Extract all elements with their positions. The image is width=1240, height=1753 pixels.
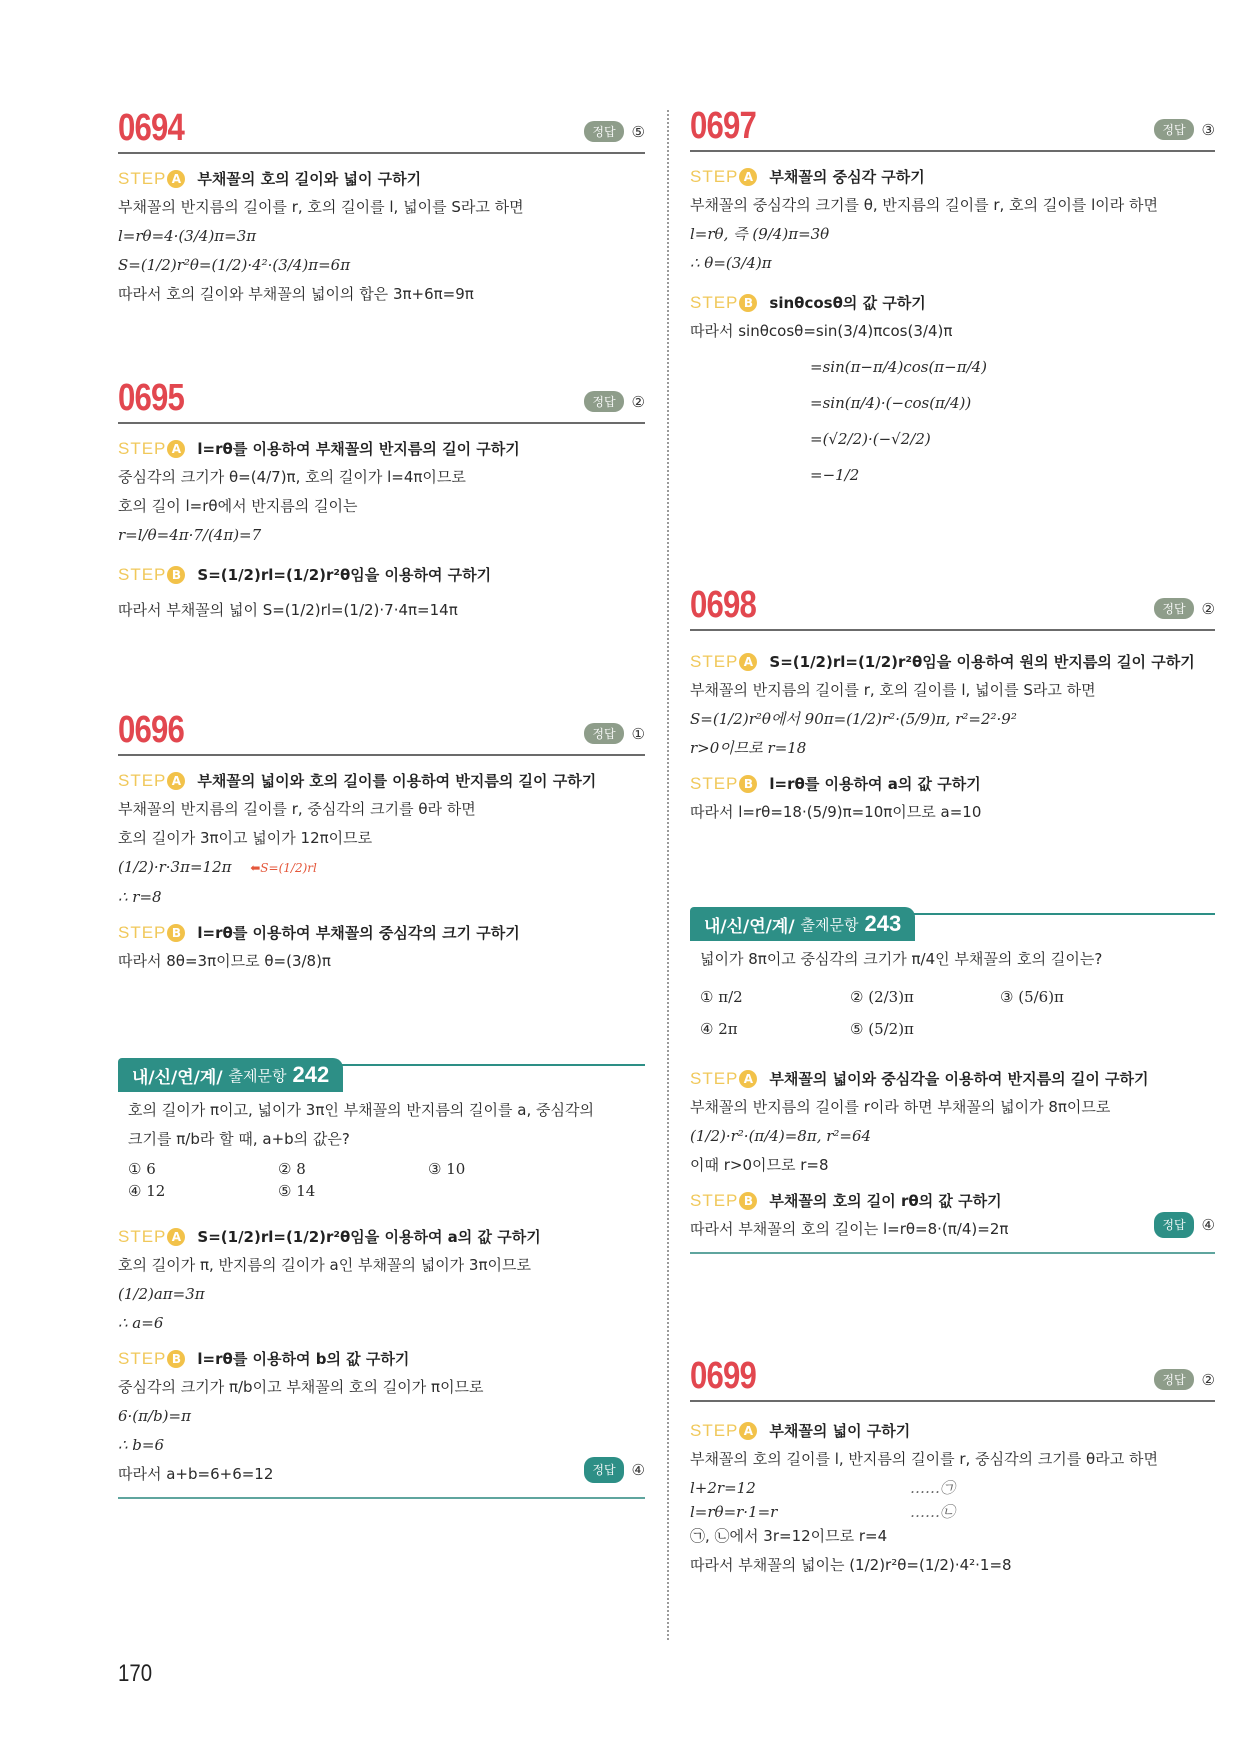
question-line: 넓이가 8π이고 중심각의 크기가 π/4인 부채꼴의 호의 길이는?	[700, 950, 1103, 968]
problem-number: 0698	[690, 584, 757, 626]
answer	[1154, 598, 1215, 619]
question-line: 호의 길이가 π이고, 넓이가 3π인 부채꼴의 반지름의 길이를 a, 중심각의	[128, 1101, 594, 1119]
solution-line: 따라서 부채꼴의 넓이는 (1/2)r²θ=(1/2)·4²·1=8	[690, 1556, 1012, 1574]
header-rule	[890, 913, 1215, 915]
step-badge-a: A	[167, 170, 185, 188]
step-badge-a: A	[739, 653, 757, 671]
step-title: 부채꼴의 넓이 구하기	[769, 1422, 911, 1440]
choices	[690, 988, 1215, 1038]
section-end-rule	[690, 1252, 1215, 1254]
step-badge-b: B	[739, 1192, 757, 1210]
tab-prefix: 내/신/연/계/	[132, 1067, 223, 1088]
step-title: 부채꼴의 넓이와 호의 길이를 이용하여 반지름의 길이 구하기	[197, 772, 597, 790]
step-label: STEP	[690, 651, 739, 671]
step-badge-a: A	[167, 440, 185, 458]
solution-line: 부채꼴의 반지름의 길이를 r이라 하면 부채꼴의 넓이가 8π이므로	[690, 1098, 1111, 1116]
step-title: 부채꼴의 넓이와 중심각을 이용하여 반지름의 길이 구하기	[769, 1070, 1149, 1088]
equation-marker-1: ……㉠	[910, 1479, 956, 1497]
answer	[584, 391, 645, 412]
problem-header	[118, 710, 645, 756]
step-label: STEP	[118, 922, 167, 942]
problem-header	[118, 108, 645, 154]
solution-line: ∴ a=6	[118, 1314, 164, 1332]
answer-badge: 정답	[584, 1457, 623, 1483]
answer-value: ②	[1201, 599, 1215, 618]
step-title: l=rθ를 이용하여 부채꼴의 중심각의 크기 구하기	[197, 924, 520, 942]
choice-4: ④ 2π	[700, 1020, 738, 1038]
solution-line: 6·(π/b)=π	[118, 1407, 191, 1425]
step-title: 부채꼴의 호의 길이와 넓이 구하기	[197, 170, 422, 188]
step-a	[690, 1068, 1215, 1089]
problem-number: 0696	[118, 709, 185, 751]
solution-line: ∴ b=6	[118, 1436, 165, 1454]
answer	[1154, 1212, 1215, 1238]
step-badge-b: B	[167, 1350, 185, 1368]
final-line: 따라서 부채꼴의 호의 길이는 l=rθ=8·(π/4)=2π	[690, 1220, 1009, 1238]
problem-0697	[690, 106, 1215, 486]
tab-label: 출제문항	[800, 915, 859, 934]
solution-line	[690, 1501, 1215, 1523]
step-label: STEP	[118, 1226, 167, 1246]
step-label: STEP	[690, 1190, 739, 1210]
section-end-rule	[118, 1497, 645, 1499]
solution-line	[118, 1463, 645, 1485]
step-badge-b: B	[167, 566, 185, 584]
answer	[584, 121, 645, 142]
choice-2: ② 8	[278, 1160, 306, 1178]
step-label: STEP	[690, 1068, 739, 1088]
linked-question-header	[118, 1058, 645, 1092]
solution-line	[690, 1218, 1215, 1240]
answer-value: ④	[631, 1461, 645, 1479]
solution-line: 중심각의 크기가 θ=(4/7)π, 호의 길이가 l=4π이므로	[118, 468, 466, 486]
step-label: STEP	[118, 564, 167, 584]
choice-1: ① 6	[128, 1160, 156, 1178]
choice-3: ③ (5/6)π	[1000, 988, 1064, 1006]
solution-line: 따라서 sinθcosθ=sin(3/4)πcos(3/4)π	[690, 322, 953, 340]
solution-line: r>0이므로 r=18	[690, 739, 807, 757]
problem-header	[690, 106, 1215, 152]
answer	[584, 1457, 645, 1483]
linked-question-243	[690, 907, 1215, 1254]
choice-5: ⑤ (5/2)π	[850, 1020, 914, 1038]
problem-0696	[118, 710, 645, 972]
equation-2: l=rθ=r·1=r	[690, 1503, 778, 1521]
solution-line: 부채꼴의 호의 길이를 l, 반지름의 길이를 r, 중심각의 크기를 θ라고 하면	[690, 1450, 1158, 1468]
solution-line: 이때 r>0이므로 r=8	[690, 1156, 829, 1174]
choice-1: ① π/2	[700, 988, 743, 1006]
solution-line: (1/2)·r²·(π/4)=8π, r²=64	[690, 1127, 872, 1145]
solution-line: 호의 길이 l=rθ에서 반지름의 길이는	[118, 497, 358, 515]
step-a	[690, 651, 1215, 672]
linked-question-tab	[690, 907, 915, 941]
step-badge-a: A	[739, 1422, 757, 1440]
tab-prefix: 내/신/연/계/	[704, 916, 795, 937]
step-label: STEP	[690, 773, 739, 793]
tab-label: 출제문항	[228, 1066, 287, 1085]
choices	[118, 1160, 645, 1200]
step-title: 부채꼴의 중심각 구하기	[769, 168, 925, 186]
problem-0695	[118, 378, 645, 621]
solution-line	[118, 856, 645, 879]
solution-line: 따라서 l=rθ=18·(5/9)π=10π이므로 a=10	[690, 803, 982, 821]
step-a	[118, 770, 645, 791]
question-line: 크기를 π/b라 할 때, a+b의 값은?	[128, 1130, 350, 1148]
step-title: 부채꼴의 호의 길이 rθ의 값 구하기	[769, 1192, 1002, 1210]
step-b	[690, 292, 1215, 313]
step-b	[690, 1190, 1215, 1211]
step-label: STEP	[690, 166, 739, 186]
solution-line: l=rθ=4·(3/4)π=3π	[118, 227, 257, 245]
problem-header	[690, 585, 1215, 631]
problem-header	[690, 1356, 1215, 1402]
solution-line: r=l/θ=4π·7/(4π)=7	[118, 526, 262, 544]
step-label: STEP	[690, 1420, 739, 1440]
equation: (1/2)·r·3π=12π	[118, 858, 232, 876]
step-badge-a: A	[167, 772, 185, 790]
problem-number: 0699	[690, 1355, 757, 1397]
answer-badge: 정답	[584, 121, 623, 142]
step-b	[690, 773, 1215, 794]
answer	[1154, 1369, 1215, 1390]
step-title: l=rθ를 이용하여 부채꼴의 반지름의 길이 구하기	[197, 440, 520, 458]
step-badge-a: A	[167, 1228, 185, 1246]
equation-1: l+2r=12	[690, 1479, 756, 1497]
answer	[584, 723, 645, 744]
solution-line: =(√2/2)·(−√2/2)	[810, 430, 931, 448]
step-a	[690, 1420, 1215, 1441]
step-title: l=rθ를 이용하여 a의 값 구하기	[769, 775, 981, 793]
solution-line: S=(1/2)r²θ에서 90π=(1/2)r²·(5/9)π, r²=2²·9²	[690, 710, 1017, 728]
step-label: STEP	[118, 438, 167, 458]
linked-question-header	[690, 907, 1215, 941]
tab-number: 243	[864, 911, 902, 936]
step-badge-b: B	[739, 775, 757, 793]
solution-line: =sin(π−π/4)cos(π−π/4)	[810, 358, 988, 376]
step-badge-a: A	[739, 1070, 757, 1088]
equation-marker-2: ……㉡	[910, 1503, 956, 1521]
problem-0699	[690, 1356, 1215, 1576]
step-badge-b: B	[739, 294, 757, 312]
solution-line: 부채꼴의 반지름의 길이를 r, 호의 길이를 l, 넓이를 S라고 하면	[118, 198, 524, 216]
linked-question-242	[118, 1058, 645, 1499]
column-divider	[667, 110, 669, 1640]
solution-line: ㉠, ㉡에서 3r=12이므로 r=4	[690, 1527, 888, 1545]
step-title: sinθcosθ의 값 구하기	[769, 294, 926, 312]
page-number: 170	[118, 1660, 153, 1687]
step-label: STEP	[118, 168, 167, 188]
problem-number: 0695	[118, 377, 185, 419]
problem-number: 0697	[690, 105, 757, 147]
step-label: STEP	[118, 1348, 167, 1368]
step-badge-b: B	[167, 924, 185, 942]
answer-value: ③	[1201, 120, 1215, 139]
answer-badge: 정답	[584, 391, 623, 412]
solution-line: (1/2)aπ=3π	[118, 1285, 205, 1303]
choice-3: ③ 10	[428, 1160, 466, 1178]
solution-line: l=rθ, 즉 (9/4)π=3θ	[690, 225, 830, 243]
step-title: l=rθ를 이용하여 b의 값 구하기	[197, 1350, 410, 1368]
solution-line: 따라서 부채꼴의 넓이 S=(1/2)rl=(1/2)·7·4π=14π	[118, 601, 458, 619]
answer-value: ①	[631, 724, 645, 743]
step-badge-a: A	[739, 168, 757, 186]
choice-4: ④ 12	[128, 1182, 166, 1200]
solution-line: 호의 길이가 3π이고 넓이가 12π이므로	[118, 829, 373, 847]
step-a	[690, 166, 1215, 187]
answer-badge: 정답	[1154, 119, 1193, 140]
step-label: STEP	[118, 770, 167, 790]
solution-line: =sin(π/4)·(−cos(π/4))	[810, 394, 972, 412]
solution-line: ∴ θ=(3/4)π	[690, 254, 772, 272]
solution-line: 부채꼴의 중심각의 크기를 θ, 반지름의 길이를 r, 호의 길이를 l이라 하면	[690, 196, 1158, 214]
choice-5: ⑤ 14	[278, 1182, 316, 1200]
answer-value: ⑤	[631, 122, 645, 141]
solution-line	[690, 1477, 1215, 1499]
step-title: S=(1/2)rl=(1/2)r²θ임을 이용하여 원의 반지름의 길이 구하기	[769, 653, 1195, 671]
solution-line: S=(1/2)r²θ=(1/2)·4²·(3/4)π=6π	[118, 256, 351, 274]
answer-value: ④	[1201, 1216, 1215, 1234]
formula-hint-note: ⬅S=(1/2)rl	[250, 861, 317, 875]
problem-0698	[690, 585, 1215, 823]
step-a	[118, 438, 645, 459]
header-rule	[318, 1064, 645, 1066]
answer-badge: 정답	[584, 723, 623, 744]
step-a	[118, 168, 645, 189]
step-title: S=(1/2)rl=(1/2)r²θ임을 이용하여 구하기	[197, 566, 492, 584]
step-b	[118, 564, 645, 585]
answer-badge: 정답	[1154, 1369, 1193, 1390]
step-b	[118, 1348, 645, 1369]
problem-number: 0694	[118, 107, 185, 149]
answer-badge: 정답	[1154, 1212, 1193, 1238]
answer	[1154, 119, 1215, 140]
problem-0694	[118, 108, 645, 305]
solution-line: 중심각의 크기가 π/b이고 부채꼴의 호의 길이가 π이므로	[118, 1378, 484, 1396]
solution-line: 부채꼴의 반지름의 길이를 r, 호의 길이를 l, 넓이를 S라고 하면	[690, 681, 1096, 699]
solution-line: 호의 길이가 π, 반지름의 길이가 a인 부채꼴의 넓이가 3π이므로	[118, 1256, 531, 1274]
answer-value: ②	[1201, 1370, 1215, 1389]
answer-badge: 정답	[1154, 598, 1193, 619]
solution-line: ∴ r=8	[118, 888, 162, 906]
step-a	[118, 1226, 645, 1247]
step-title: S=(1/2)rl=(1/2)r²θ임을 이용하여 a의 값 구하기	[197, 1228, 541, 1246]
final-line: 따라서 a+b=6+6=12	[118, 1465, 274, 1483]
solution-line: 부채꼴의 반지름의 길이를 r, 중심각의 크기를 θ라 하면	[118, 800, 476, 818]
step-label: STEP	[690, 292, 739, 312]
choice-2: ② (2/3)π	[850, 988, 914, 1006]
solution-line: 따라서 호의 길이와 부채꼴의 넓이의 합은 3π+6π=9π	[118, 285, 474, 303]
answer-value: ②	[631, 392, 645, 411]
solution-line: 따라서 8θ=3π이므로 θ=(3/8)π	[118, 952, 331, 970]
solution-line: =−1/2	[810, 466, 860, 484]
problem-header	[118, 378, 645, 424]
linked-question-tab	[118, 1058, 343, 1092]
tab-number: 242	[292, 1062, 330, 1087]
step-b	[118, 922, 645, 943]
